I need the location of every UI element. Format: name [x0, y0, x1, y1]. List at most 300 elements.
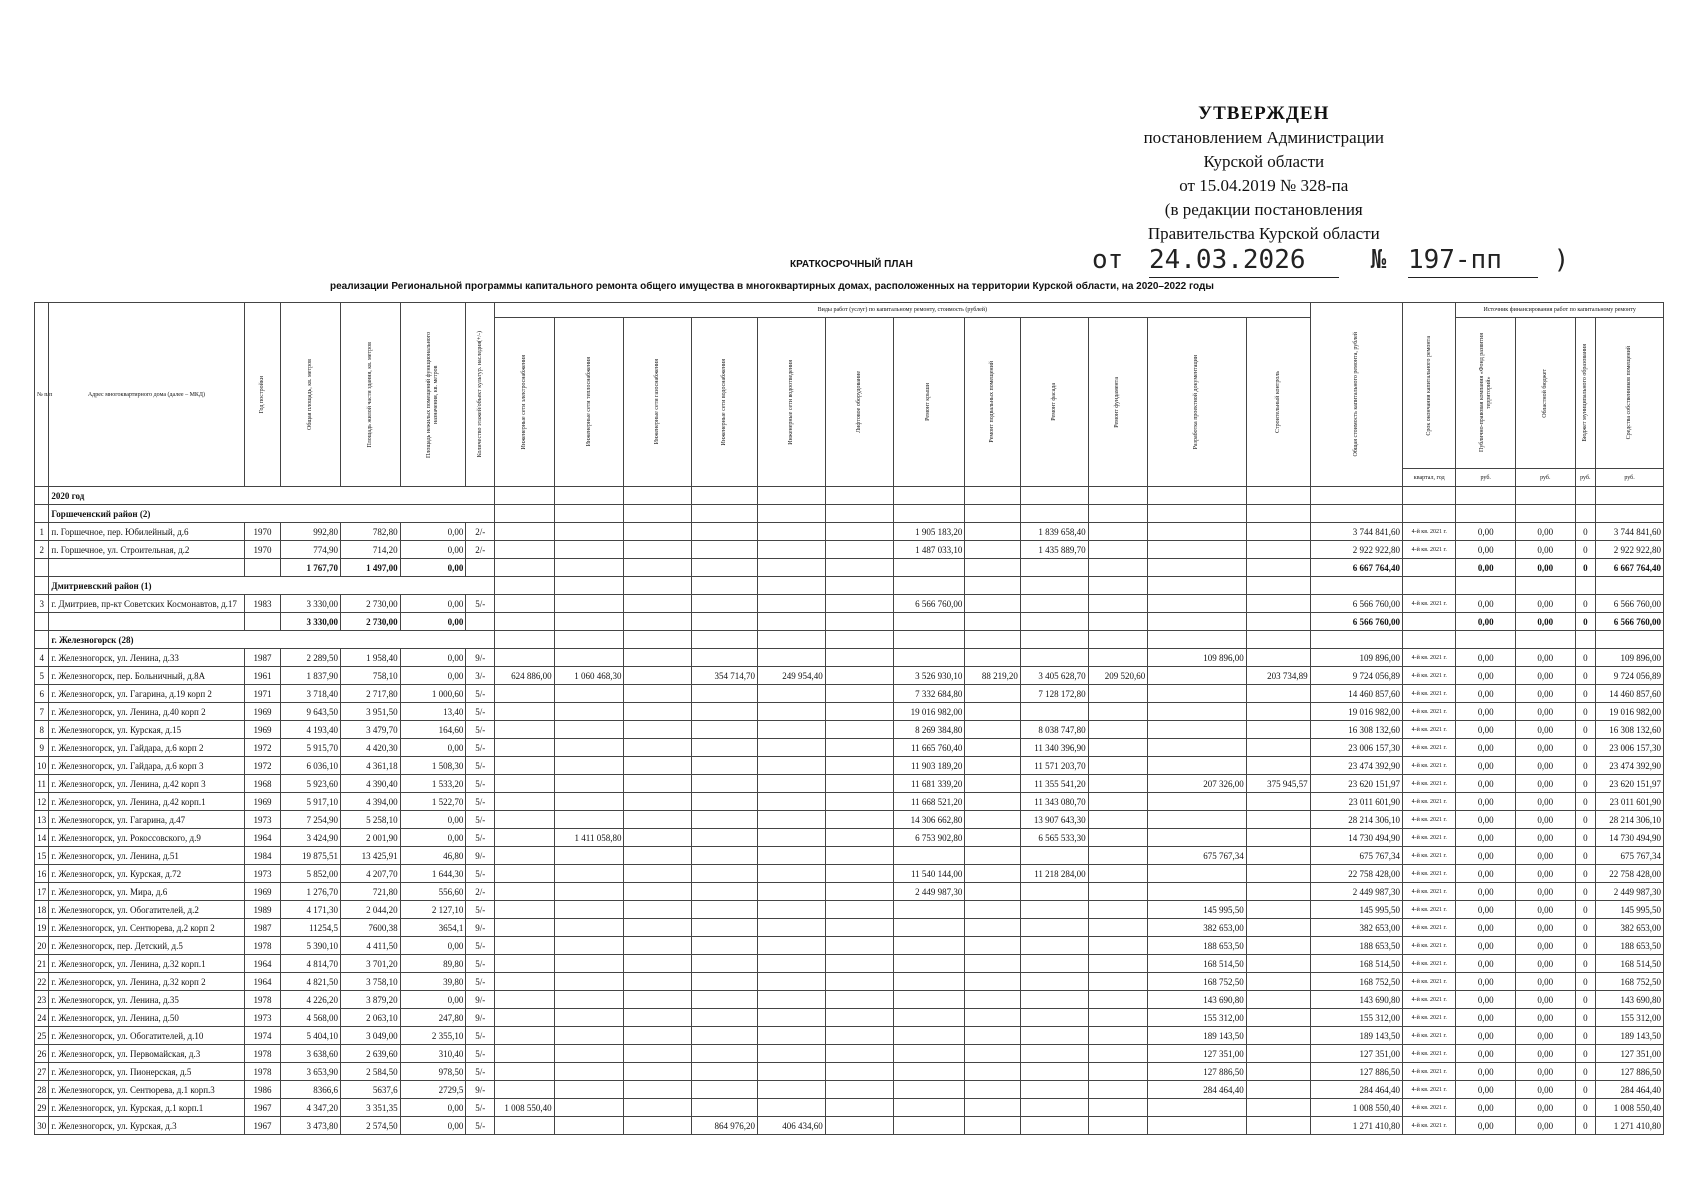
row-fund: 0,00 [1456, 1081, 1516, 1099]
empty-cell [1403, 505, 1456, 523]
row-works-basement [965, 739, 1020, 757]
row-regional: 0,00 [1515, 901, 1575, 919]
row-living-area: 3 951,50 [341, 703, 401, 721]
row-works-sewer [757, 1027, 825, 1045]
row-owners: 127 351,00 [1596, 1045, 1664, 1063]
closing-paren: ) [1553, 245, 1570, 275]
row-works-lift [825, 955, 893, 973]
row-works-control [1246, 1099, 1310, 1117]
row-address: г. Железногорск, ул. Курская, д.1 корп.1 [49, 1099, 244, 1117]
row-works-roof: 11 665 760,40 [893, 739, 965, 757]
row-floors: 5/- [466, 1027, 495, 1045]
row-floors: 9/- [466, 1081, 495, 1099]
row-works-electric [495, 883, 555, 901]
subtotal-total-area: 1 767,70 [281, 559, 341, 577]
row-year: 1983 [244, 595, 281, 613]
empty-cell [825, 577, 893, 595]
approval-line: Курской области [1203, 152, 1325, 171]
row-floors: 5/- [466, 739, 495, 757]
col-works-lift: Лифтовое оборудование [825, 318, 893, 487]
amendment-date: 24.03.2026 [1149, 243, 1339, 278]
row-works-lift [825, 721, 893, 739]
row-living-area: 4 420,30 [341, 739, 401, 757]
empty-cell [825, 613, 893, 631]
row-fund: 0,00 [1456, 901, 1516, 919]
row-works-design: 145 995,50 [1148, 901, 1247, 919]
empty-cell [554, 613, 624, 631]
row-floors: 5/- [466, 865, 495, 883]
empty-cell [893, 577, 965, 595]
row-works-sewer [757, 685, 825, 703]
row-works-gas [624, 1117, 692, 1135]
row-works-design [1148, 829, 1247, 847]
row-works-basement [965, 865, 1020, 883]
row-works-lift [825, 649, 893, 667]
row-num: 16 [35, 865, 49, 883]
empty-cell [1020, 505, 1088, 523]
section-row [35, 631, 1664, 649]
row-fund: 0,00 [1456, 1063, 1516, 1081]
row-works-roof [893, 649, 965, 667]
row-regional: 0,00 [1515, 793, 1575, 811]
row-address: г. Железногорск, ул. Первомайская, д.3 [49, 1045, 244, 1063]
row-works-gas [624, 901, 692, 919]
empty-cell [1515, 505, 1575, 523]
row-works-roof: 6 566 760,00 [893, 595, 965, 613]
row-living-area: 3 351,35 [341, 1099, 401, 1117]
row-works-water [692, 649, 758, 667]
row-total-cost: 14 730 494,90 [1310, 829, 1402, 847]
empty-cell [757, 577, 825, 595]
row-total-area: 6 036,10 [281, 757, 341, 775]
row-works-control: 203 734,89 [1246, 667, 1310, 685]
row-works-gas [624, 685, 692, 703]
row-fund: 0,00 [1456, 649, 1516, 667]
row-regional: 0,00 [1515, 883, 1575, 901]
empty-cell [1148, 505, 1247, 523]
row-living-area: 5637,6 [341, 1081, 401, 1099]
table-row [35, 811, 1664, 829]
row-works-water [692, 865, 758, 883]
row-works-electric [495, 703, 555, 721]
row-works-control [1246, 1027, 1310, 1045]
row-works-control [1246, 883, 1310, 901]
empty-cell [1596, 577, 1664, 595]
row-works-roof [893, 847, 965, 865]
row-total-area: 4 193,40 [281, 721, 341, 739]
empty-cell [825, 505, 893, 523]
row-works-water [692, 595, 758, 613]
row-works-basement [965, 1063, 1020, 1081]
date-prefix: от [1092, 245, 1124, 275]
row-works-roof: 14 306 662,80 [893, 811, 965, 829]
row-year: 1973 [244, 865, 281, 883]
row-deadline: 4-й кв. 2021 г. [1403, 865, 1456, 883]
row-fund: 0,00 [1456, 1099, 1516, 1117]
row-deadline: 4-й кв. 2021 г. [1403, 901, 1456, 919]
row-total-area: 5 390,10 [281, 937, 341, 955]
row-regional: 0,00 [1515, 757, 1575, 775]
row-works-water [692, 991, 758, 1009]
table-row [35, 1063, 1664, 1081]
row-works-electric [495, 739, 555, 757]
row-num: 29 [35, 1099, 49, 1117]
row-works-basement: 88 219,20 [965, 667, 1020, 685]
row-works-water [692, 793, 758, 811]
row-floors: 5/- [466, 703, 495, 721]
row-year: 1987 [244, 649, 281, 667]
row-deadline: 4-й кв. 2021 г. [1403, 1063, 1456, 1081]
row-works-roof: 3 526 930,10 [893, 667, 965, 685]
row-works-gas [624, 919, 692, 937]
empty-cell [1403, 577, 1456, 595]
row-works-facade [1020, 919, 1088, 937]
empty-cell [1310, 577, 1402, 595]
row-num: 21 [35, 955, 49, 973]
row-works-control [1246, 649, 1310, 667]
subtotal-cost: 6 667 764,40 [1310, 559, 1402, 577]
row-fund: 0,00 [1456, 1045, 1516, 1063]
empty-cell [1020, 631, 1088, 649]
row-works-design [1148, 667, 1247, 685]
row-total-area: 11254,5 [281, 919, 341, 937]
row-works-facade: 13 907 643,30 [1020, 811, 1088, 829]
row-floors: 5/- [466, 721, 495, 739]
row-nonres-area: 0,00 [400, 541, 466, 559]
subtotal-total-area: 3 330,00 [281, 613, 341, 631]
empty-cell [825, 631, 893, 649]
row-works-control [1246, 865, 1310, 883]
row-works-basement [965, 1027, 1020, 1045]
row-works-control [1246, 793, 1310, 811]
empty-cell [1456, 505, 1516, 523]
row-total-cost: 143 690,80 [1310, 991, 1402, 1009]
col-works-roof: Ремонт крыши [893, 318, 965, 487]
row-works-facade [1020, 937, 1088, 955]
row-works-basement [965, 649, 1020, 667]
row-year: 1961 [244, 667, 281, 685]
row-works-sewer: 249 954,40 [757, 667, 825, 685]
section-num [35, 631, 49, 649]
empty-cell [1088, 577, 1148, 595]
row-works-facade: 7 128 172,80 [1020, 685, 1088, 703]
row-num: 8 [35, 721, 49, 739]
row-total-cost: 23 620 151,97 [1310, 775, 1402, 793]
row-year: 1969 [244, 793, 281, 811]
row-total-cost: 2 922 922,80 [1310, 541, 1402, 559]
row-fund: 0,00 [1456, 523, 1516, 541]
row-municipal: 0 [1575, 775, 1596, 793]
row-deadline: 4-й кв. 2021 г. [1403, 829, 1456, 847]
row-works-design [1148, 865, 1247, 883]
row-regional: 0,00 [1515, 955, 1575, 973]
row-works-basement [965, 721, 1020, 739]
row-works-sewer [757, 541, 825, 559]
empty-cell [1403, 613, 1456, 631]
row-works-basement [965, 901, 1020, 919]
row-works-facade: 6 565 533,30 [1020, 829, 1088, 847]
row-works-heating [554, 757, 624, 775]
row-works-heating [554, 883, 624, 901]
row-works-gas [624, 793, 692, 811]
row-works-heating [554, 793, 624, 811]
row-works-basement [965, 523, 1020, 541]
row-floors: 5/- [466, 973, 495, 991]
row-total-area: 19 875,51 [281, 847, 341, 865]
empty-cell [495, 577, 555, 595]
row-owners: 382 653,00 [1596, 919, 1664, 937]
row-works-design: 168 752,50 [1148, 973, 1247, 991]
table-row [35, 847, 1664, 865]
row-total-area: 5 917,10 [281, 793, 341, 811]
empty-cell [1575, 505, 1596, 523]
table-row [35, 1117, 1664, 1135]
row-num: 22 [35, 973, 49, 991]
row-municipal: 0 [1575, 667, 1596, 685]
row-address: г. Железногорск, ул. Гайдара, д.6 корп 2 [49, 739, 244, 757]
row-owners: 3 744 841,60 [1596, 523, 1664, 541]
row-works-foundation [1088, 775, 1148, 793]
row-works-electric [495, 955, 555, 973]
row-works-foundation [1088, 1117, 1148, 1135]
row-works-water [692, 1009, 758, 1027]
row-works-design [1148, 523, 1247, 541]
row-works-basement [965, 793, 1020, 811]
row-works-heating [554, 1063, 624, 1081]
row-works-foundation [1088, 865, 1148, 883]
row-regional: 0,00 [1515, 1099, 1575, 1117]
row-works-foundation [1088, 811, 1148, 829]
row-works-roof: 6 753 902,80 [893, 829, 965, 847]
empty-cell [554, 577, 624, 595]
row-works-roof [893, 1009, 965, 1027]
row-municipal: 0 [1575, 793, 1596, 811]
row-works-facade [1020, 991, 1088, 1009]
row-works-foundation [1088, 955, 1148, 973]
row-num: 14 [35, 829, 49, 847]
row-municipal: 0 [1575, 757, 1596, 775]
row-works-basement [965, 919, 1020, 937]
row-owners: 143 690,80 [1596, 991, 1664, 1009]
row-deadline: 4-й кв. 2021 г. [1403, 1045, 1456, 1063]
empty-cell [495, 631, 555, 649]
row-num: 7 [35, 703, 49, 721]
empty-cell [1020, 577, 1088, 595]
row-total-area: 3 638,60 [281, 1045, 341, 1063]
row-works-basement [965, 973, 1020, 991]
row-works-sewer [757, 829, 825, 847]
row-works-gas [624, 955, 692, 973]
row-deadline: 4-й кв. 2021 г. [1403, 883, 1456, 901]
row-living-area: 2 639,60 [341, 1045, 401, 1063]
col-works-design: Разработка проектной документации [1148, 318, 1247, 487]
row-address: г. Железногорск, ул. Ленина, д.42 корп.1 [49, 793, 244, 811]
row-num: 2 [35, 541, 49, 559]
row-num: 18 [35, 901, 49, 919]
row-nonres-area: 0,00 [400, 1099, 466, 1117]
row-floors: 3/- [466, 667, 495, 685]
col-deadline: Срок окончания капитального ремонта [1403, 303, 1456, 469]
row-fund: 0,00 [1456, 541, 1516, 559]
empty-cell [1246, 505, 1310, 523]
row-works-water [692, 703, 758, 721]
row-works-lift [825, 1099, 893, 1117]
row-works-heating [554, 1081, 624, 1099]
row-address: г. Железногорск, ул. Гагарина, д.19 корп 2 [49, 685, 244, 703]
row-works-water [692, 829, 758, 847]
row-works-sewer [757, 757, 825, 775]
empty-cell [893, 631, 965, 649]
row-works-facade: 1 435 889,70 [1020, 541, 1088, 559]
approval-line: Правительства Курской области [1147, 224, 1380, 243]
empty-cell [965, 631, 1020, 649]
col-address: Адрес многоквартирного дома (далее – МКД) [49, 303, 244, 487]
row-works-control [1246, 973, 1310, 991]
row-works-control [1246, 991, 1310, 1009]
row-works-design: 109 896,00 [1148, 649, 1247, 667]
row-floors: 5/- [466, 829, 495, 847]
row-works-design [1148, 595, 1247, 613]
row-owners: 6 566 760,00 [1596, 595, 1664, 613]
row-works-control [1246, 901, 1310, 919]
row-living-area: 1 958,40 [341, 649, 401, 667]
empty-cell [1403, 559, 1456, 577]
row-owners: 675 767,34 [1596, 847, 1664, 865]
row-regional: 0,00 [1515, 919, 1575, 937]
row-total-cost: 16 308 132,60 [1310, 721, 1402, 739]
row-regional: 0,00 [1515, 595, 1575, 613]
row-works-control [1246, 919, 1310, 937]
empty-cell [965, 505, 1020, 523]
row-municipal: 0 [1575, 739, 1596, 757]
row-owners: 2 922 922,80 [1596, 541, 1664, 559]
empty-cell [35, 613, 49, 631]
row-nonres-area: 1 533,20 [400, 775, 466, 793]
row-floors: 5/- [466, 775, 495, 793]
table-row [35, 865, 1664, 883]
subtotal-municipal: 0 [1575, 559, 1596, 577]
col-works-electric: Инженерные сети электроснабжения [495, 318, 555, 487]
row-nonres-area: 13,40 [400, 703, 466, 721]
row-works-roof [893, 1063, 965, 1081]
row-works-water [692, 847, 758, 865]
row-works-basement [965, 1117, 1020, 1135]
row-fund: 0,00 [1456, 595, 1516, 613]
approval-block [1144, 102, 1384, 246]
row-floors: 5/- [466, 937, 495, 955]
row-works-electric [495, 721, 555, 739]
row-works-basement [965, 937, 1020, 955]
row-fund: 0,00 [1456, 973, 1516, 991]
row-works-heating [554, 991, 624, 1009]
col-living-area: Площадь жилой части здания, кв. метров [341, 303, 401, 487]
col-deadline-unit: квартал, год [1403, 469, 1456, 487]
row-total-area: 4 814,70 [281, 955, 341, 973]
row-year: 1970 [244, 541, 281, 559]
row-works-water [692, 739, 758, 757]
row-works-roof: 8 269 384,80 [893, 721, 965, 739]
row-works-heating [554, 523, 624, 541]
row-works-electric [495, 865, 555, 883]
row-works-sewer: 406 434,60 [757, 1117, 825, 1135]
row-municipal: 0 [1575, 829, 1596, 847]
row-works-sewer [757, 973, 825, 991]
row-works-foundation [1088, 1099, 1148, 1117]
row-nonres-area: 0,00 [400, 523, 466, 541]
row-works-heating [554, 901, 624, 919]
row-works-roof: 1 905 183,20 [893, 523, 965, 541]
row-works-water [692, 883, 758, 901]
row-works-electric: 624 886,00 [495, 667, 555, 685]
table-row [35, 937, 1664, 955]
row-living-area: 758,10 [341, 667, 401, 685]
row-deadline: 4-й кв. 2021 г. [1403, 1099, 1456, 1117]
row-works-sewer [757, 775, 825, 793]
row-living-area: 7600,38 [341, 919, 401, 937]
row-year: 1978 [244, 937, 281, 955]
empty-cell [1575, 487, 1596, 505]
section-row [35, 577, 1664, 595]
row-works-roof [893, 1117, 965, 1135]
row-works-foundation [1088, 541, 1148, 559]
row-floors: 5/- [466, 1063, 495, 1081]
empty-cell [495, 559, 555, 577]
row-total-cost: 188 653,50 [1310, 937, 1402, 955]
row-num: 23 [35, 991, 49, 1009]
col-works-water: Инженерные сети водоснабжения [692, 318, 758, 487]
row-total-cost: 19 016 982,00 [1310, 703, 1402, 721]
row-works-gas [624, 973, 692, 991]
row-works-facade [1020, 1081, 1088, 1099]
row-works-gas [624, 829, 692, 847]
row-works-electric [495, 829, 555, 847]
row-year: 1964 [244, 973, 281, 991]
row-year: 1967 [244, 1117, 281, 1135]
row-works-electric [495, 685, 555, 703]
row-works-sewer [757, 721, 825, 739]
row-num: 6 [35, 685, 49, 703]
row-address: п. Горшечное, ул. Строительная, д.2 [49, 541, 244, 559]
row-works-heating [554, 595, 624, 613]
row-municipal: 0 [1575, 523, 1596, 541]
empty-cell [1088, 505, 1148, 523]
row-address: г. Железногорск, ул. Рокоссовского, д.9 [49, 829, 244, 847]
row-works-design [1148, 541, 1247, 559]
table-row [35, 667, 1664, 685]
row-works-foundation [1088, 649, 1148, 667]
row-regional: 0,00 [1515, 685, 1575, 703]
row-year: 1989 [244, 901, 281, 919]
row-total-cost: 168 752,50 [1310, 973, 1402, 991]
row-works-sewer [757, 811, 825, 829]
row-nonres-area: 1 000,60 [400, 685, 466, 703]
row-works-water [692, 1027, 758, 1045]
row-total-area: 9 643,50 [281, 703, 341, 721]
subtotal-fund: 0,00 [1456, 613, 1516, 631]
row-total-area: 5 915,70 [281, 739, 341, 757]
row-works-sewer [757, 991, 825, 1009]
row-municipal: 0 [1575, 919, 1596, 937]
row-works-sewer [757, 1081, 825, 1099]
row-works-water [692, 1081, 758, 1099]
row-year: 1969 [244, 703, 281, 721]
row-works-facade: 11 571 203,70 [1020, 757, 1088, 775]
row-living-area: 3 479,70 [341, 721, 401, 739]
row-total-cost: 23 474 392,90 [1310, 757, 1402, 775]
row-deadline: 4-й кв. 2021 г. [1403, 703, 1456, 721]
row-regional: 0,00 [1515, 703, 1575, 721]
row-regional: 0,00 [1515, 1117, 1575, 1135]
